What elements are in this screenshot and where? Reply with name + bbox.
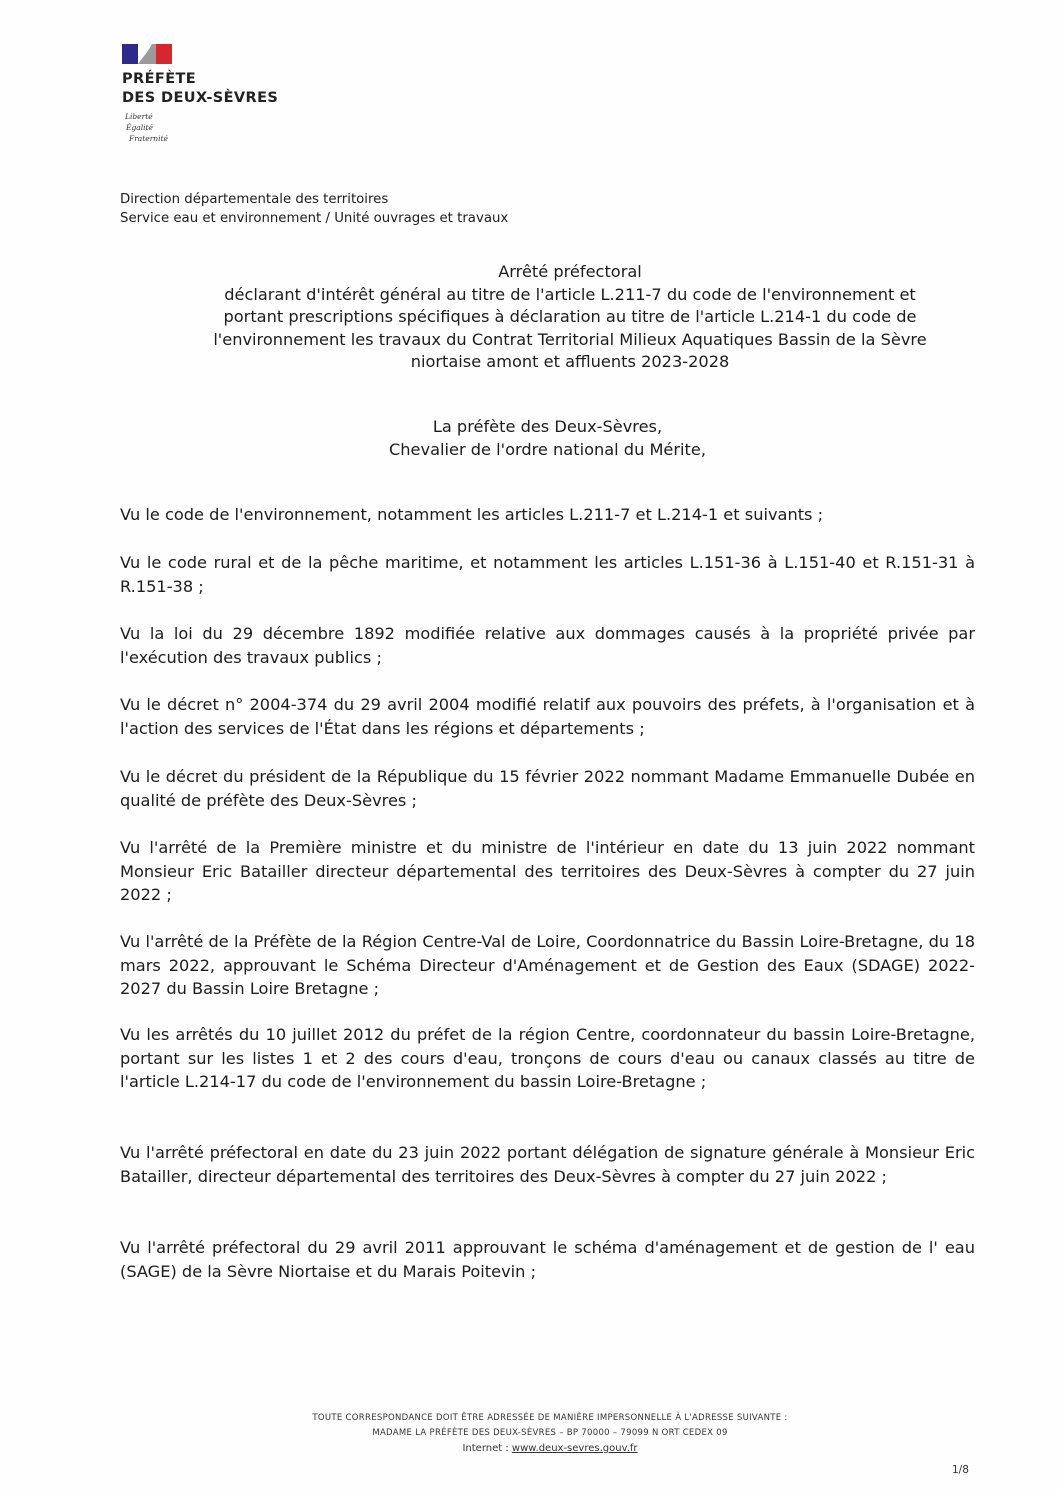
consideration-item: Vu le code de l'environnement, notamment les articles L.211-7 et L.214-1 et suivants ; (120, 505, 824, 524)
title-line-1: Arrêté préfectoral (498, 262, 642, 281)
prefecture-name (122, 70, 322, 108)
footer-line-1: TOUTE CORRESPONDANCE DOIT ÊTRE ADRESSÉE DE MANIÈRE IMPERSONNELLE À L'ADRESSE SUIVANTE : (312, 1413, 788, 1423)
consideration-item: Vu l'arrêté de la Première ministre et du ministre de l'intérieur en date du 13 juin 2022 nommant Monsieur Eric Batailler directeur départemental des territoires des Deux-Sèvres à compter du 27 juin 2022 ; (120, 838, 975, 904)
prefecture-line-2: DES DEUX-SÈVRES (122, 90, 279, 106)
consideration-item: Vu le décret n° 2004-374 du 29 avril 2004 modifié relatif aux pouvoirs des préfets, à l'organisation et à l'action des services de l'État dans les régions et départements ; (120, 695, 975, 738)
issuing-service (120, 190, 508, 228)
title-line-5: niortaise amont et affluents 2023-2028 (410, 352, 730, 371)
footer-internet (150, 1441, 950, 1456)
consideration-item: Vu la loi du 29 décembre 1892 modifiée relative aux dommages causés à la propriété privée par l'exécution des travaux publics ; (120, 624, 975, 667)
consideration-item: Vu le décret du président de la République du 15 février 2022 nommant Madame Emmanuelle Dubée en qualité de préfète des Deux-Sèvres ; (120, 767, 975, 810)
author-line-2: Chevalier de l'ordre national du Mérite, (388, 439, 706, 459)
prefecture-line-1: PRÉFÈTE (122, 71, 197, 87)
correspondence-footer (150, 1411, 950, 1456)
republic-motto (122, 111, 322, 144)
consideration-item: Vu l'arrêté préfectoral en date du 23 juin 2022 portant délégation de signature générale à Monsieur Eric Batailler, directeur départemental des territoires des Deux-Sèvres à compter du 27 juin 2022 ; (120, 1143, 975, 1186)
motto-fraternite: Fraternité (129, 134, 168, 143)
footer-address: MADAME LA PRÉFÈTE DES DEUX-SÈVRES – BP 70000 – 79099 N ORT CEDEX 09 (372, 1428, 728, 1438)
title-line-3: portant prescriptions spécifiques à déclaration au titre de l'article L.214-1 du code de (223, 307, 917, 326)
prefecture-logo (122, 44, 322, 144)
website-link[interactable]: www.deux-sevres.gouv.fr (511, 1443, 638, 1454)
marianne-flag-icon (122, 44, 176, 64)
decree-title (120, 261, 1020, 374)
page-number: 1/8 (952, 1464, 969, 1476)
consideration-item: Vu le code rural et de la pêche maritime, et notamment les articles L.151-36 à L.151-40 et R.151-31 à R.151-38 ; (120, 553, 975, 596)
consideration-item: Vu les arrêtés du 10 juillet 2012 du préfet de la région Centre, coordonnateur du bassin Loire-Bretagne, portant sur les listes 1 et 2 des cours d'eau, tronçons de cours d'eau ou canaux classés au titre de l'article L.214-17 du code de l'environnement du bassin Loire-Bretagne ; (120, 1025, 975, 1091)
consideration-item: Vu l'arrêté préfectoral du 29 avril 2011 approuvant le schéma d'aménagement et de gestion de l' eau (SAGE) de la Sèvre Niortaise et du Marais Poitevin ; (120, 1238, 975, 1281)
motto-liberte: Liberté (125, 112, 153, 121)
decree-author (120, 416, 975, 461)
consideration-item: Vu l'arrêté de la Préfète de la Région Centre-Val de Loire, Coordonnatrice du Bassin Loire-Bretagne, du 18 mars 2022, approuvant le Schéma Directeur d'Aménagement et de Gestion des Eaux (SDAGE) 2022-2027 du Bassin Loire Bretagne ; (120, 932, 975, 998)
author-line-1: La préfète des Deux-Sèvres, (432, 417, 663, 436)
service-line-2: Service eau et environnement / Unité ouvrages et travaux (120, 211, 509, 226)
service-line-1: Direction départementale des territoires (120, 192, 389, 207)
title-line-2: déclarant d'intérêt général au titre de l'article L.211-7 du code de l'environnement et (224, 284, 916, 304)
internet-label: Internet : (462, 1443, 512, 1454)
title-line-4: l'environnement les travaux du Contrat Territorial Milieux Aquatiques Bassin de la Sèvre (213, 329, 927, 349)
motto-egalite: Égalité (126, 123, 153, 132)
